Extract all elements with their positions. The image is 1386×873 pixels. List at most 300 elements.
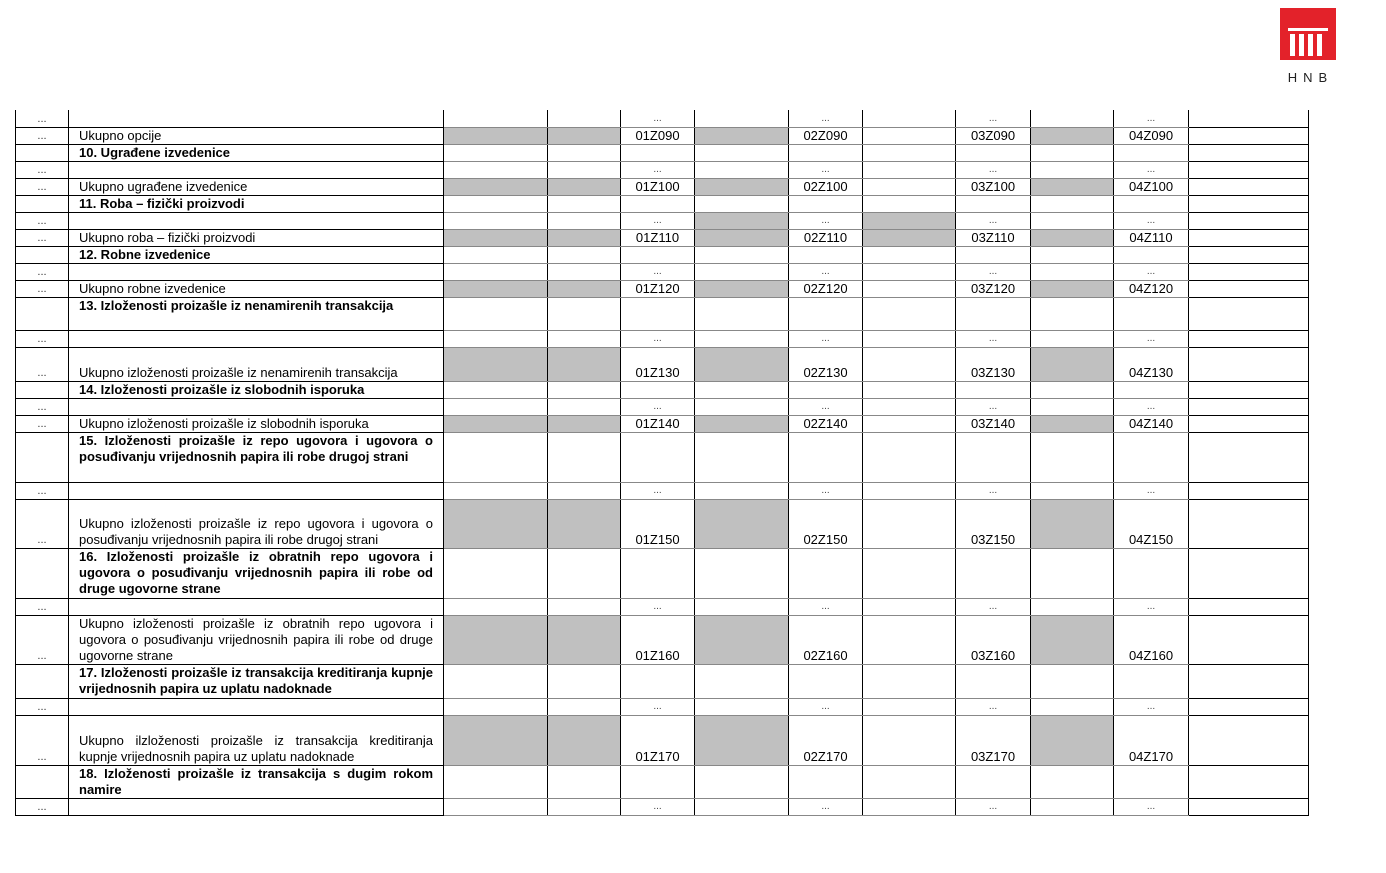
row-code: ... [1114,698,1189,715]
value-cell [695,548,789,598]
row-code [789,144,863,161]
row-code: ... [789,330,863,347]
value-cell [1031,297,1114,330]
value-cell [444,110,548,127]
row-code: 04Z130 [1114,347,1189,381]
section-header-row [16,381,1309,398]
row-code: ... [1114,161,1189,178]
value-cell [863,263,956,280]
value-cell [1189,212,1309,229]
row-code: ... [1114,330,1189,347]
disabled-cell [548,178,621,195]
section-header-row [16,297,1309,330]
value-cell [1189,195,1309,212]
row-code: 04Z150 [1114,499,1189,548]
row-code: 01Z130 [621,347,695,381]
value-cell [1189,798,1309,815]
disabled-cell [1031,499,1114,548]
row-label [69,263,444,280]
row-code [956,548,1031,598]
placeholder-row [16,330,1309,347]
section-header-row [16,548,1309,598]
value-cell [1189,765,1309,798]
row-code: ... [956,598,1031,615]
row-code: 03Z130 [956,347,1031,381]
row-code [789,432,863,482]
row-code: ... [1114,798,1189,815]
value-cell [1189,664,1309,698]
placeholder-row [16,110,1309,127]
row-marker: ... [16,398,69,415]
disabled-cell [1031,347,1114,381]
value-cell [1031,432,1114,482]
disabled-cell [695,347,789,381]
value-cell [695,398,789,415]
row-marker [16,297,69,330]
value-cell [444,765,548,798]
value-cell [863,715,956,765]
disabled-cell [548,415,621,432]
disabled-cell [1031,615,1114,664]
value-cell [444,432,548,482]
disabled-cell [444,499,548,548]
row-marker: ... [16,212,69,229]
value-cell [1189,482,1309,499]
row-code [1114,765,1189,798]
row-code: ... [789,161,863,178]
value-cell [863,381,956,398]
placeholder-row [16,398,1309,415]
value-cell [444,482,548,499]
value-cell [1031,330,1114,347]
row-code: ... [621,330,695,347]
value-cell [695,381,789,398]
disabled-cell [444,415,548,432]
row-code [956,246,1031,263]
value-cell [1031,144,1114,161]
row-label [69,212,444,229]
total-row [16,127,1309,144]
row-label [69,698,444,715]
row-marker [16,381,69,398]
value-cell [863,280,956,297]
row-label: 10. Ugrađene izvedenice [69,144,444,161]
value-cell [695,246,789,263]
row-code [621,195,695,212]
value-cell [695,330,789,347]
value-cell [1189,347,1309,381]
value-cell [548,161,621,178]
value-cell [548,246,621,263]
row-code: 04Z100 [1114,178,1189,195]
disabled-cell [1031,178,1114,195]
row-marker: ... [16,715,69,765]
row-code: 02Z120 [789,280,863,297]
value-cell [1189,698,1309,715]
value-cell [1031,195,1114,212]
row-code [789,548,863,598]
section-header-row [16,144,1309,161]
row-code: 01Z100 [621,178,695,195]
row-code: ... [956,263,1031,280]
row-label: 16. Izloženosti proizašle iz obratnih repo ugovora i ugovora o posuđivanju vrijednosnih papira ili robe od druge ugovorne strane [69,548,444,598]
disabled-cell [548,499,621,548]
row-label [69,482,444,499]
row-code: 03Z120 [956,280,1031,297]
value-cell [1189,263,1309,280]
value-cell [863,297,956,330]
value-cell [863,347,956,381]
row-code: 03Z160 [956,615,1031,664]
row-label: Ukupno ugrađene izvedenice [69,178,444,195]
value-cell [548,548,621,598]
value-cell [695,263,789,280]
value-cell [1189,280,1309,297]
value-cell [1031,765,1114,798]
value-cell [863,548,956,598]
row-code [1114,195,1189,212]
row-label: Ukupno izloženosti proizašle iz repo ugovora i ugovora o posuđivanju vrijednosnih papira ili robe drugoj strani [69,499,444,548]
value-cell [444,263,548,280]
value-cell [863,127,956,144]
value-cell [863,415,956,432]
row-code: 02Z110 [789,229,863,246]
row-code: ... [621,798,695,815]
value-cell [1189,432,1309,482]
value-cell [1031,161,1114,178]
row-code [621,144,695,161]
value-cell [548,212,621,229]
row-marker: ... [16,280,69,297]
row-code [789,297,863,330]
value-cell [1189,548,1309,598]
row-label [69,110,444,127]
section-header-row [16,246,1309,263]
value-cell [863,144,956,161]
row-code: ... [956,330,1031,347]
disabled-cell [444,715,548,765]
value-cell [548,765,621,798]
row-code [621,246,695,263]
value-cell [863,765,956,798]
value-cell [1189,229,1309,246]
row-code [621,432,695,482]
value-cell [548,330,621,347]
row-code: 02Z150 [789,499,863,548]
total-row [16,178,1309,195]
row-marker: ... [16,263,69,280]
disabled-cell [444,127,548,144]
row-code: ... [956,798,1031,815]
row-code [789,195,863,212]
total-row [16,415,1309,432]
value-cell [444,212,548,229]
disabled-cell [695,280,789,297]
row-code: ... [956,161,1031,178]
row-code: ... [789,398,863,415]
value-cell [695,482,789,499]
row-code [621,765,695,798]
row-code: ... [956,698,1031,715]
row-code [621,548,695,598]
value-cell [1031,398,1114,415]
row-label [69,798,444,815]
value-cell [863,110,956,127]
value-cell [1031,598,1114,615]
row-code: 02Z140 [789,415,863,432]
row-label [69,330,444,347]
placeholder-row [16,161,1309,178]
row-code: 04Z120 [1114,280,1189,297]
row-code [621,381,695,398]
value-cell [863,598,956,615]
row-marker [16,144,69,161]
row-code: 03Z110 [956,229,1031,246]
disabled-cell [444,347,548,381]
value-cell [444,297,548,330]
value-cell [695,161,789,178]
row-marker: ... [16,347,69,381]
row-label: Ukupno izloženosti proizašle iz obratnih repo ugovora i ugovora o posuđivanju vrijednosnih papira ili robe od druge ugovorne strane [69,615,444,664]
value-cell [1031,664,1114,698]
value-cell [863,178,956,195]
value-cell [548,297,621,330]
row-code: ... [789,698,863,715]
row-code: ... [956,212,1031,229]
value-cell [1031,381,1114,398]
disabled-cell [548,280,621,297]
row-label: Ukupno izloženosti proizašle iz nenamirenih transakcija [69,347,444,381]
disabled-cell [863,212,956,229]
value-cell [1189,246,1309,263]
row-marker: ... [16,330,69,347]
value-cell [548,195,621,212]
value-cell [695,598,789,615]
value-cell [863,330,956,347]
row-label [69,161,444,178]
value-cell [863,246,956,263]
placeholder-row [16,598,1309,615]
value-cell [1189,330,1309,347]
value-cell [1031,798,1114,815]
value-cell [863,195,956,212]
value-cell [444,246,548,263]
row-code: 04Z160 [1114,615,1189,664]
row-code [621,297,695,330]
value-cell [1189,161,1309,178]
disabled-cell [548,229,621,246]
row-code: 01Z160 [621,615,695,664]
row-code: ... [621,161,695,178]
value-cell [863,798,956,815]
disabled-cell [695,212,789,229]
row-code: ... [621,212,695,229]
row-code: 04Z110 [1114,229,1189,246]
row-code: ... [956,482,1031,499]
row-code: ... [789,110,863,127]
row-code: ... [1114,263,1189,280]
section-header-row [16,765,1309,798]
value-cell [548,144,621,161]
disabled-cell [548,347,621,381]
hnb-logo-mark [1280,8,1336,60]
disabled-cell [1031,415,1114,432]
row-code: ... [956,398,1031,415]
section-header-row [16,195,1309,212]
total-row [16,615,1309,664]
disabled-cell [444,615,548,664]
row-code: ... [621,110,695,127]
row-code [789,664,863,698]
placeholder-row [16,482,1309,499]
row-code: 01Z120 [621,280,695,297]
value-cell [1031,110,1114,127]
row-code: 03Z140 [956,415,1031,432]
row-code: 03Z100 [956,178,1031,195]
placeholder-row [16,698,1309,715]
row-code: 01Z170 [621,715,695,765]
row-marker: ... [16,178,69,195]
value-cell [444,161,548,178]
value-cell [548,482,621,499]
section-header-row [16,664,1309,698]
row-code: ... [1114,482,1189,499]
row-code [1114,297,1189,330]
disabled-cell [1031,127,1114,144]
value-cell [695,144,789,161]
row-code: 04Z090 [1114,127,1189,144]
value-cell [695,664,789,698]
value-cell [444,598,548,615]
disabled-cell [444,229,548,246]
value-cell [1031,548,1114,598]
row-code: ... [1114,110,1189,127]
placeholder-row [16,263,1309,280]
value-cell [1031,246,1114,263]
total-row [16,715,1309,765]
value-cell [695,798,789,815]
total-row [16,229,1309,246]
placeholder-row [16,798,1309,815]
value-cell [1189,615,1309,664]
value-cell [863,432,956,482]
disabled-cell [695,229,789,246]
row-code [956,297,1031,330]
value-cell [863,615,956,664]
row-code: 02Z160 [789,615,863,664]
row-code [1114,144,1189,161]
row-marker: ... [16,698,69,715]
value-cell [863,482,956,499]
disabled-cell [863,229,956,246]
value-cell [444,798,548,815]
total-row [16,499,1309,548]
disabled-cell [695,127,789,144]
row-code: ... [621,698,695,715]
value-cell [548,110,621,127]
value-cell [444,381,548,398]
value-cell [1031,698,1114,715]
value-cell [1189,598,1309,615]
disabled-cell [548,715,621,765]
row-code: 02Z100 [789,178,863,195]
value-cell [444,548,548,598]
disabled-cell [444,280,548,297]
row-code [956,381,1031,398]
row-code [1114,548,1189,598]
row-code: ... [1114,398,1189,415]
value-cell [1189,715,1309,765]
hnb-logo-text: HNB [1287,70,1334,85]
row-code: ... [789,798,863,815]
row-marker: ... [16,415,69,432]
row-code [621,664,695,698]
row-marker [16,432,69,482]
disabled-cell [1031,715,1114,765]
row-label: 11. Roba – fizički proizvodi [69,195,444,212]
row-marker: ... [16,229,69,246]
value-cell [1189,499,1309,548]
disabled-cell [695,715,789,765]
row-code [956,195,1031,212]
row-code: 02Z130 [789,347,863,381]
disabled-cell [1031,229,1114,246]
value-cell [444,330,548,347]
row-marker: ... [16,499,69,548]
disabled-cell [695,499,789,548]
disabled-cell [548,127,621,144]
row-code: 01Z140 [621,415,695,432]
row-code: ... [789,263,863,280]
row-code [956,144,1031,161]
row-code: 01Z110 [621,229,695,246]
row-marker: ... [16,127,69,144]
row-code: ... [956,110,1031,127]
value-cell [548,798,621,815]
row-code: ... [789,212,863,229]
value-cell [1189,110,1309,127]
row-code: ... [1114,212,1189,229]
row-code [1114,381,1189,398]
value-cell [1031,263,1114,280]
row-label: 12. Robne izvedenice [69,246,444,263]
row-code [1114,246,1189,263]
row-label: Ukupno opcije [69,127,444,144]
row-code: ... [789,482,863,499]
value-cell [1189,381,1309,398]
row-label [69,598,444,615]
hnb-logo [1280,8,1336,85]
row-marker [16,246,69,263]
total-row [16,280,1309,297]
value-cell [863,664,956,698]
row-code [789,381,863,398]
value-cell [1031,482,1114,499]
row-label: Ukupno roba – fizički proizvodi [69,229,444,246]
value-cell [444,195,548,212]
disabled-cell [695,178,789,195]
value-cell [548,698,621,715]
value-cell [444,664,548,698]
value-cell [548,664,621,698]
total-row [16,347,1309,381]
row-marker [16,548,69,598]
value-cell [863,398,956,415]
value-cell [1189,297,1309,330]
row-code: 03Z090 [956,127,1031,144]
value-cell [695,432,789,482]
disabled-cell [695,615,789,664]
